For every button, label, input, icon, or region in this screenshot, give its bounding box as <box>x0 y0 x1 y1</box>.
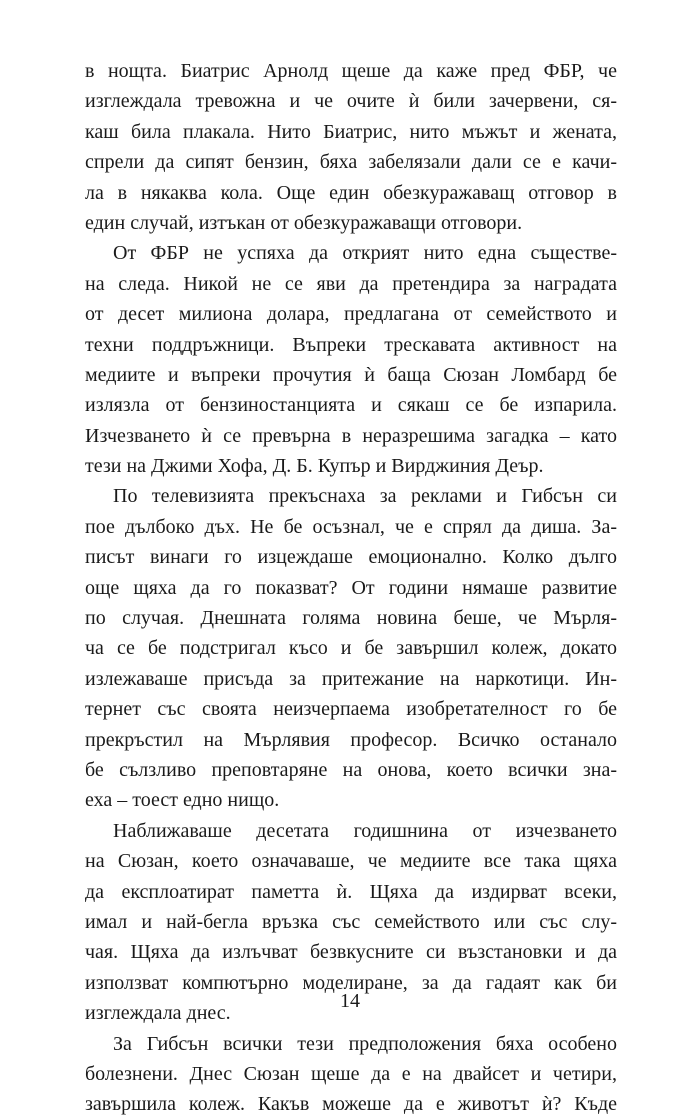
text-line: изглеждала днес. <box>85 1002 231 1025</box>
text-line: на Сюзан, което означаваше, че медиите все така щяха <box>85 850 617 873</box>
text-line: излежаваше присъда за притежание на наркотици. Ин- <box>85 667 617 690</box>
text-line: техни поддръжници. Въпреки трескавата активност на <box>85 333 617 356</box>
text-line: спрели да сипят бензин, бяха забелязали дали се е качи- <box>85 151 617 174</box>
text-line: чая. Щяха да излъчват безвкусните си възстановки и да <box>85 941 617 964</box>
text-line: един случай, изтъкан от обезкуражаващи отговори. <box>85 211 523 234</box>
text-line: болезнени. Днес Сюзан щеше да е на двайсет и четири, <box>85 1062 617 1085</box>
text-line: За Гибсън всички тези предположения бяха особено <box>113 1032 617 1055</box>
text-line: тернет със своята неизчерпаема изобретателност го бе <box>85 698 617 721</box>
text-line: в нощта. Биатрис Арнолд щеше да каже пред ФБР, че <box>85 60 617 82</box>
text-line: изглеждала тревожна и че очите ѝ били зачервени, ся- <box>85 90 617 113</box>
text-line: на следа. Никой не се яви да претендира за наградата <box>85 272 617 295</box>
text-line: Изчезването ѝ се превърна в неразрешима загадка – като <box>85 424 617 447</box>
body-text <box>85 56 617 1120</box>
paragraph <box>85 1029 617 1120</box>
text-line: прекръстил на Мърлявия професор. Всичко останало <box>85 728 617 751</box>
text-line: бе сълзливо преповтаряне на онова, което всички зна- <box>85 758 617 781</box>
text-line: каш била плакала. Нито Биатрис, нито мъжът и жената, <box>85 120 617 143</box>
text-line: използват компютърно моделиране, за да гадаят как би <box>85 971 617 994</box>
text-line: медиите и въпреки прочутия ѝ баща Сюзан Ломбард бе <box>85 363 617 386</box>
text-line: пое дълбоко дъх. Не бе осъзнал, че е спрял да диша. За- <box>85 515 617 538</box>
paragraph <box>85 481 617 815</box>
text-line: имал и най-бегла връзка със семейството или със слу- <box>85 910 617 933</box>
text-line: още щяха да го показват? От години нямаше развитие <box>85 576 617 599</box>
text-line: завършила колеж. Какъв можеше да е животът ѝ? Къде <box>85 1093 617 1116</box>
text-line: ла в някаква кола. Още един обезкуражаващ отговор в <box>85 181 617 204</box>
text-line: По телевизията прекъснаха за реклами и Гибсън си <box>113 485 617 508</box>
paragraph <box>85 56 617 238</box>
text-line: по случая. Днешната голяма новина беше, че Мърля- <box>85 607 617 630</box>
text-line: писът винаги го изцеждаше емоционално. Колко дълго <box>85 546 617 569</box>
text-line: излязла от бензиностанцията и сякаш се бе изпарила. <box>85 394 617 417</box>
text-line: Наближаваше десетата годишнина от изчезването <box>113 819 617 842</box>
text-line: От ФБР не успяха да открият нито една съществе- <box>113 242 617 265</box>
page-number: 14 <box>340 990 360 1012</box>
text-line: еха – тоест едно нищо. <box>85 789 280 812</box>
text-line: ча се бе подстригал късо и бе завършил колеж, докато <box>85 637 617 660</box>
text-line: от десет милиона долара, предлагана от семейството и <box>85 303 617 326</box>
paragraph <box>85 238 617 481</box>
text-line: тези на Джими Хофа, Д. Б. Купър и Вирджиния Деър. <box>85 455 544 478</box>
text-line: да експлоатират паметта ѝ. Щяха да издирват всеки, <box>85 880 617 903</box>
